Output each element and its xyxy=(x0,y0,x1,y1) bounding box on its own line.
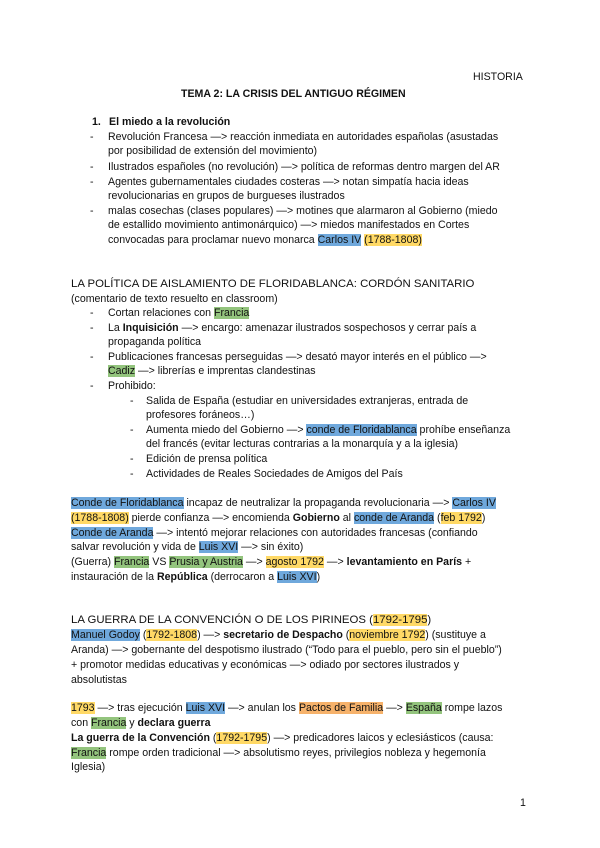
bullet-dash: - xyxy=(90,307,94,319)
text: con xyxy=(71,717,92,729)
s2-item-2-line-2: propaganda política xyxy=(108,336,202,348)
text: —> xyxy=(383,702,406,714)
highlight-conde-floridablanca: conde de Floridablanca xyxy=(306,424,417,436)
highlight-conde-aranda: conde de Aranda xyxy=(353,512,435,524)
page-number: 1 xyxy=(520,797,526,809)
s1-bullet-4-line-1: malas cosechas (clases populares) —> motines que alarmaron al Gobierno (miedo xyxy=(108,205,498,217)
highlight-cadiz: Cadiz xyxy=(108,365,136,377)
text: incapaz de neutralizar la propaganda revolucionaria —> xyxy=(183,497,453,509)
s1-bullet-1-line-1: Revolución Francesa —> reacción inmediata en autoridades españolas (asustadas xyxy=(108,131,499,143)
highlight-years: 1792-1795 xyxy=(216,732,268,744)
highlight-pactos-familia: Pactos de Familia xyxy=(298,702,384,714)
text: al xyxy=(339,512,354,524)
godoy-line-1 xyxy=(71,628,486,642)
text: —> sin éxito) xyxy=(238,541,304,553)
highlight-feb-1792: feb 1792 xyxy=(440,512,482,524)
bold-secretario: secretario de Despacho xyxy=(223,629,343,641)
text: La xyxy=(108,322,123,334)
text: —> anulan los xyxy=(225,702,299,714)
highlight-luis-xvi: Luis XVI xyxy=(198,541,239,553)
text: ) (sustituye a xyxy=(425,629,486,641)
text: —> xyxy=(242,556,266,568)
highlight-conde-aranda: Conde de Aranda xyxy=(71,527,154,539)
text: (derrocaron a xyxy=(207,571,278,583)
text: ( xyxy=(342,629,350,641)
s2-sub-4: Actividades de Reales Sociedades de Amigos del País xyxy=(146,468,403,480)
highlight-manuel-godoy: Manuel Godoy xyxy=(71,629,140,641)
para1-line-6 xyxy=(71,570,320,584)
bullet-dash: - xyxy=(90,205,94,217)
text: (Guerra) xyxy=(71,556,114,568)
text: —> xyxy=(323,556,347,568)
text: rompe lazos xyxy=(441,702,503,714)
bullet-dash: - xyxy=(90,131,94,143)
para1-line-5 xyxy=(71,555,471,569)
text: + xyxy=(462,556,472,568)
para-1793-line-2 xyxy=(71,716,211,730)
conv-line-1 xyxy=(71,731,493,745)
s2-sub-1-line-2: profesores foráneos…) xyxy=(146,409,255,421)
conv-line-3: Iglesia) xyxy=(71,761,106,773)
text: y xyxy=(126,717,138,729)
text: —> librerías e imprentas clandestinas xyxy=(135,365,316,377)
s1-bullet-2: Ilustrados españoles (no revolución) —> política de reformas dentro margen del AR xyxy=(108,161,500,173)
s2-sub-1-line-1: Salida de España (estudiar en universidades extranjeras, entrada de xyxy=(146,395,469,407)
s2-item-1 xyxy=(108,306,249,320)
para1-line-3 xyxy=(71,526,478,540)
text: LA GUERRA DE LA CONVENCIÓN O DE LOS PIRINEOS ( xyxy=(71,614,373,626)
para-1793-line-1 xyxy=(71,701,502,715)
sub-bullet-dash: - xyxy=(130,395,134,407)
bold-levantamiento: levantamiento en París xyxy=(346,556,463,568)
s1-bullet-3-line-1: Agentes gubernamentales ciudades costeras —> notan simpatía hacia ideas xyxy=(108,176,469,188)
section-1-number: 1. xyxy=(92,116,101,128)
text: VS xyxy=(149,556,170,568)
sub-bullet-dash: - xyxy=(130,468,134,480)
s2-sub-2-line-2: del francés (evitar lecturas contrarias a la monarquía y a la iglesia) xyxy=(146,438,459,450)
section-1-heading: El miedo a la revolución xyxy=(109,116,231,128)
text: ) xyxy=(481,512,486,524)
highlight-years: 1792-1808 xyxy=(146,629,198,641)
section-3-heading xyxy=(71,613,431,627)
text: Aumenta miedo del Gobierno —> xyxy=(146,424,307,436)
highlight-prusia-austria: Prusia y Austria xyxy=(169,556,243,568)
section-2-subheading: (comentario de texto resuelto en classroom) xyxy=(71,293,278,305)
highlight-francia: Francia xyxy=(91,717,127,729)
highlight-espana: España xyxy=(405,702,442,714)
bold-inquisicion: Inquisición xyxy=(122,322,179,334)
highlight-carlos-iv: Carlos IV xyxy=(452,497,496,509)
highlight-conde-floridablanca: Conde de Floridablanca xyxy=(71,497,184,509)
conv-line-2 xyxy=(71,746,486,760)
bullet-dash: - xyxy=(90,351,94,363)
s2-sub-2-line-1 xyxy=(146,423,510,437)
para1-line-1 xyxy=(71,496,496,510)
highlight-luis-xvi: Luis XVI xyxy=(277,571,317,583)
text: Cortan relaciones con xyxy=(108,307,214,319)
text: convocadas para proclamar nuevo monarca xyxy=(108,234,318,246)
para1-line-4 xyxy=(71,540,303,554)
godoy-line-4: absolutistas xyxy=(71,674,127,686)
highlight-agosto-1792: agosto 1792 xyxy=(265,556,324,568)
bold-guerra-convencion: La guerra de la Convención xyxy=(71,732,210,744)
s1-bullet-3-line-2: revolucionarias en grupos de burgueses ilustrados xyxy=(108,190,345,202)
highlight-francia: Francia xyxy=(214,307,250,319)
bullet-dash: - xyxy=(90,161,94,173)
godoy-line-3: + promotor medidas educativas y económicas —> odiado por sectores ilustrados y xyxy=(71,659,460,671)
text: salvar revolución y vida de xyxy=(71,541,199,553)
text: instauración de la xyxy=(71,571,157,583)
text: ) —> predicadores laicos y eclesiásticos (causa: xyxy=(267,732,494,744)
s2-item-3-line-2 xyxy=(108,364,316,378)
text: —> encargo: amenazar ilustrados sospechosos y cerrar país a xyxy=(178,322,477,334)
highlight-years: (1788-1808) xyxy=(71,512,129,524)
bullet-dash: - xyxy=(90,380,94,392)
highlight-francia: Francia xyxy=(71,747,107,759)
section-2-heading: LA POLÍTICA DE AISLAMIENTO DE FLORIDABLANCA: CORDÓN SANITARIO xyxy=(71,278,475,290)
text: ( xyxy=(139,629,147,641)
bullet-dash: - xyxy=(90,176,94,188)
text: ) —> xyxy=(197,629,224,641)
godoy-line-2: Aranda) —> gobernante del despotismo ilustrado (“Todo para el pueblo, pero sin el pueblo”) xyxy=(71,644,502,656)
highlight-francia: Francia xyxy=(113,556,150,568)
highlight-1793: 1793 xyxy=(71,702,95,714)
s2-item-3-line-1: Publicaciones francesas perseguidas —> desató mayor interés en el público —> xyxy=(108,351,487,363)
highlight-carlos-iv: Carlos IV xyxy=(317,234,362,246)
highlight-noviembre-1792: noviembre 1792 xyxy=(349,629,426,641)
s1-bullet-4-line-2: de estallido movimiento antimonárquico) —> miedos manifestados en Cortes xyxy=(108,219,470,231)
text: —> tras ejecución xyxy=(94,702,186,714)
text: ( xyxy=(209,732,217,744)
sub-bullet-dash: - xyxy=(130,453,134,465)
s2-item-2-line-1 xyxy=(108,321,476,335)
bold-declara-guerra: declara guerra xyxy=(137,717,211,729)
s2-item-4: Prohibido: xyxy=(108,380,156,392)
text: prohíbe enseñanza xyxy=(416,424,511,436)
text: —> intentó mejorar relaciones con autoridades francesas (confiando xyxy=(153,527,478,539)
para1-line-2 xyxy=(71,511,485,525)
page-title: TEMA 2: LA CRISIS DEL ANTIGUO RÉGIMEN xyxy=(181,88,406,100)
s1-bullet-4-line-3 xyxy=(108,233,422,247)
text: rompe orden tradicional —> absolutismo reyes, privilegios nobleza y hegemonía xyxy=(106,747,486,759)
subject-label: HISTORIA xyxy=(473,71,523,83)
text: ) xyxy=(427,614,432,626)
s2-sub-3: Edición de prensa política xyxy=(146,453,268,465)
text: ( xyxy=(434,512,441,524)
bold-gobierno: Gobierno xyxy=(292,512,340,524)
highlight-luis-xvi: Luis XVI xyxy=(185,702,226,714)
sub-bullet-dash: - xyxy=(130,424,134,436)
s1-bullet-1-line-2: por posibilidad de extensión del movimiento) xyxy=(108,145,318,157)
bullet-dash: - xyxy=(90,322,94,334)
bold-republica: República xyxy=(156,571,208,583)
highlight-years: 1792-1795 xyxy=(372,614,428,626)
text: ) xyxy=(316,571,321,583)
highlight-years: (1788-1808) xyxy=(364,234,422,246)
text: pierde confianza —> encomienda xyxy=(128,512,293,524)
